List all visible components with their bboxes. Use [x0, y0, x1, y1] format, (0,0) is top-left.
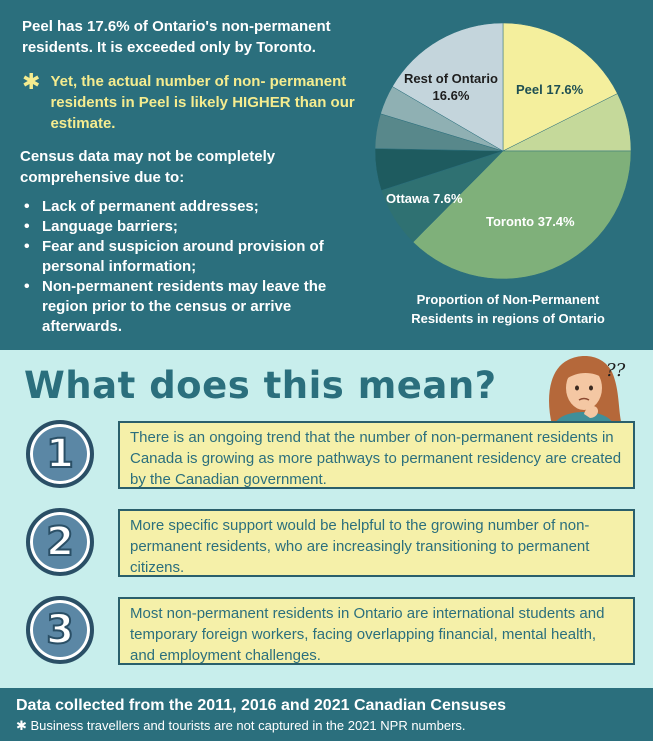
- point-text-box-3: [118, 597, 635, 665]
- point-text-box-1: [118, 421, 635, 489]
- section-heading: What does this mean?: [24, 364, 497, 407]
- asterisk-icon: ✱: [22, 69, 41, 94]
- point-3: [0, 596, 653, 666]
- number-1: 1: [46, 431, 74, 477]
- pie-chart-svg: [374, 22, 632, 280]
- point-text-2: More specific support would be helpful to the growing number of non-permanent residents, who are increasingly transitioning to permanent citizens.: [130, 517, 590, 576]
- list-item: • Fear and suspicion around provision of personal information;: [24, 237, 359, 277]
- pie-label-ottawa: Ottawa 7.6%: [386, 191, 463, 206]
- pie-label-toronto: Toronto 37.4%: [486, 214, 575, 229]
- footer-title: Data collected from the 2011, 2016 and 2021 Canadian Censuses: [16, 697, 506, 714]
- point-text-1: There is an ongoing trend that the number of non-permanent residents in Canada is growing as more pathways to permanent residency are created by the Canadian government.: [130, 429, 622, 488]
- footer: [0, 688, 653, 741]
- pie-label-rest-line2: 16.6%: [432, 88, 470, 103]
- pie-chart: [374, 22, 632, 280]
- list-item: • Non-permanent residents may leave the region prior to the census or arrive afterwards.: [24, 277, 359, 337]
- top-section: [0, 0, 653, 350]
- list-item: • Language barriers;: [24, 217, 359, 237]
- pie-label-rest-line1: Rest of Ontario: [404, 71, 498, 86]
- number-badge-3: [26, 596, 94, 664]
- question-marks: ??: [606, 360, 626, 381]
- census-intro-text: Census data may not be completely comprehensive due to:: [20, 148, 276, 186]
- list-item: • Lack of permanent addresses;: [24, 197, 359, 217]
- pie-caption: Proportion of Non-Permanent Residents in regions of Ontario: [411, 292, 605, 326]
- point-2: [0, 508, 653, 578]
- highlight-text: Yet, the actual number of non- permanent residents in Peel is likely HIGHER than our estimate.: [50, 73, 355, 132]
- point-text-3: Most non-permanent residents in Ontario are international students and temporary foreign workers, facing overlapping financial, mental health, and employment challenges.: [130, 605, 605, 664]
- number-3: 3: [46, 607, 74, 653]
- footer-note: ✱ Business travellers and tourists are not captured in the 2021 NPR numbers.: [16, 718, 466, 733]
- number-2: 2: [46, 519, 74, 565]
- point-1: [0, 420, 653, 490]
- intro-text: Peel has 17.6% of Ontario's non-permanent residents. It is exceeded only by Toronto.: [22, 18, 331, 56]
- reasons-list: [24, 197, 359, 337]
- number-badge-1: [26, 420, 94, 488]
- pie-label-rest: [404, 70, 498, 104]
- number-badge-2: [26, 508, 94, 576]
- meaning-section: [0, 350, 653, 688]
- point-text-box-2: [118, 509, 635, 577]
- highlight-note: [22, 71, 367, 134]
- pie-label-peel: Peel 17.6%: [516, 82, 584, 97]
